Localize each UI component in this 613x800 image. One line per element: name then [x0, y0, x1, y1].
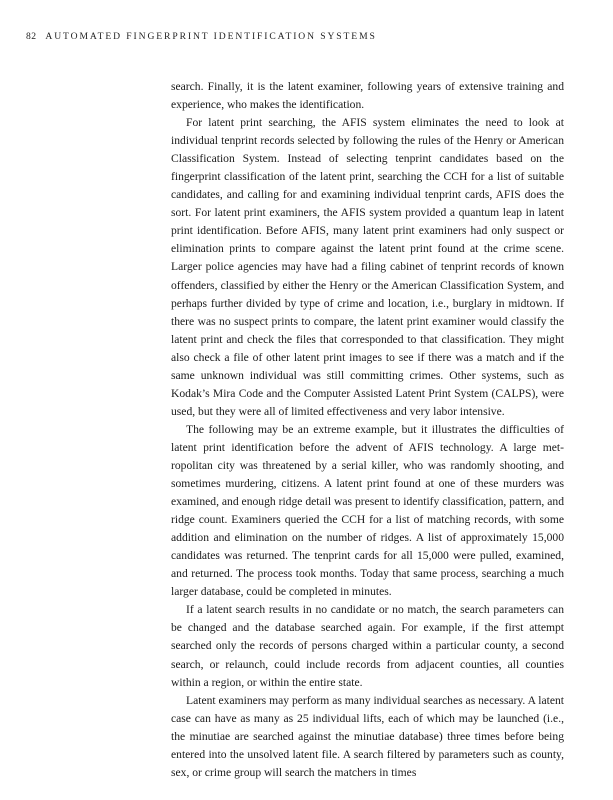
running-head: [26, 31, 377, 42]
running-title: AUTOMATED FINGERPRINT IDENTIFICATION SYSTEMS: [45, 31, 377, 42]
paragraph: The following may be an extreme example, but it illustrates the difficulties of latent print identification before the advent of AFIS technology. A large metropolitan city was threatened by a serial killer, who was randomly shooting, and sometimes murdering, citizens. A latent print found at one of these murders was examined, and enough ridge detail was present to identify classification, pattern, and ridge count. Examiners queried the CCH for a list of matching records, with some addition and elimination on the number of ridges. A list of approximately 15,000 candidates was returned. The tenprint cards for all 15,000 were pulled, examined, and returned. The process took months. Today that same process, searching a much larger database, could be completed in minutes.: [171, 422, 564, 599]
paragraph: Latent examiners may perform as many individual searches as necessary. A latent case can have as many as 25 individual lifts, each of which may be launched (i.e., the minutiae are searched against the minutiae database) three times before being entered into the unsolved latent file. A search filtered by parameters such as county, sex, or crime group will search the matchers in times: [171, 693, 564, 779]
paragraph: search. Finally, it is the latent examiner, following years of extensive training and experience, who makes the identification.: [171, 80, 564, 112]
paragraph: If a latent search results in no candidate or no match, the search parameters can be changed and the database searched again. For example, if the first attempt searched only the records of persons charged within a particular county, a second search, or relaunch, could include records from adjacent counties, all counties within a region, or within the entire state.: [171, 603, 564, 689]
body-text: [171, 78, 564, 782]
paragraph: For latent print searching, the AFIS system eliminates the need to look at individual tenprint records selected by following the rules of the Henry or American Classification System. Instead of selecting tenprint candidates based on the fingerprint classification of the latent print, searching the CCH for a list of suitable candidates, and calling for and examining individual tenprint cards, AFIS does the sort. For latent print examiners, the AFIS system provided a quantum leap in latent print identification. Before AFIS, many latent print examiners had only suspect or elimination prints to compare against the latent print found at the crime scene. Larger police agencies may have had a filing cabinet of tenprint records of known offenders, classified by either the Henry or the American Classification System, and perhaps further divided by type of crime and location, i.e., burglary in midtown. If there was no suspect prints to compare, the latent print examiner would classify the latent print and check the files that corresponded to that classification. They might also check a file of other latent print images to see if there was a match and if the same unknown individual was still committing crimes. Other systems, such as Kodak’s Mira Code and the Computer Assisted Latent Print System (CALPS), were used, but they were all of limited effectiveness and very labor intensive.: [171, 116, 564, 418]
page-number: 82: [26, 31, 37, 42]
